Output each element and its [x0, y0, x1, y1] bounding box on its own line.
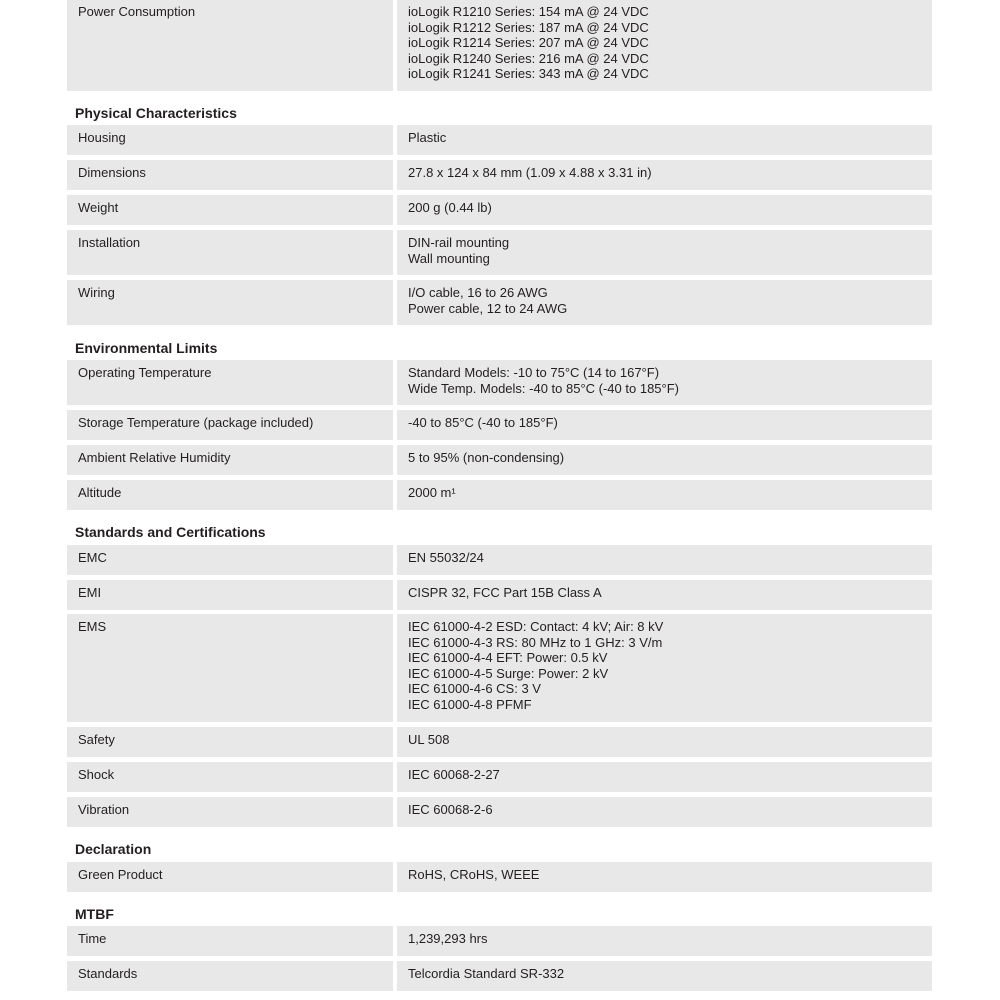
spec-label: Green Product	[78, 867, 163, 882]
spec-value-line: 200 g (0.44 lb)	[408, 200, 492, 215]
spec-label-cell	[67, 195, 393, 225]
spec-value-line: 1,239,293 hrs	[408, 931, 488, 946]
spec-row-ambient-relative-humidity	[67, 445, 932, 475]
spec-row-vibration	[67, 797, 932, 827]
spec-value-line: IEC 61000-4-8 PFMF	[408, 697, 532, 712]
spec-label: Altitude	[78, 485, 122, 500]
spec-row-altitude	[67, 480, 932, 510]
spec-label: Safety	[78, 732, 115, 747]
spec-label-cell	[67, 410, 393, 440]
spec-value-cell	[397, 195, 932, 225]
spec-value-cell	[397, 410, 932, 440]
spec-value-line: RoHS, CRoHS, WEEE	[408, 867, 540, 882]
spec-label-cell	[67, 125, 393, 155]
spec-label: EMC	[78, 550, 107, 565]
spec-value-line: ioLogik R1214 Series: 207 mA @ 24 VDC	[408, 35, 649, 51]
spec-value-line: IEC 61000-4-2 ESD: Contact: 4 kV; Air: 8 kV	[408, 619, 664, 634]
spec-label: Housing	[78, 130, 126, 145]
spec-label-cell	[67, 0, 393, 91]
spec-value-cell	[397, 445, 932, 475]
spec-value-line: 2000 m¹	[408, 485, 456, 500]
spec-row-storage-temperature-package-included	[67, 410, 932, 440]
spec-label: Dimensions	[78, 165, 146, 180]
spec-label: Weight	[78, 200, 119, 215]
spec-value-line: ioLogik R1241 Series: 343 mA @ 24 VDC	[408, 66, 649, 82]
spec-row-shock	[67, 762, 932, 792]
spec-row-weight	[67, 195, 932, 225]
spec-value-line: Wall mounting	[408, 250, 490, 266]
spec-label: Installation	[78, 235, 141, 250]
spec-value-cell	[397, 125, 932, 155]
spec-label-cell	[67, 545, 393, 575]
spec-row-installation	[67, 230, 932, 275]
spec-value-cell	[397, 280, 932, 325]
spec-label: Operating Temperature	[78, 365, 212, 380]
spec-value-cell	[397, 545, 932, 575]
spec-row-emc	[67, 545, 932, 575]
spec-value-line: Wide Temp. Models: -40 to 85°C (-40 to 185°F)	[408, 380, 679, 396]
spec-value-line: IEC 61000-4-6 CS: 3 V	[408, 681, 541, 697]
spec-label-cell	[67, 280, 393, 325]
spec-value-cell	[397, 360, 932, 405]
spec-value-cell	[397, 926, 932, 956]
spec-value-line: ioLogik R1210 Series: 154 mA @ 24 VDC	[408, 4, 649, 19]
spec-value-cell	[397, 762, 932, 792]
spec-label-cell	[67, 480, 393, 510]
spec-label: EMS	[78, 619, 107, 634]
spec-row-wiring	[67, 280, 932, 325]
spec-label-cell	[67, 360, 393, 405]
spec-label-cell	[67, 614, 393, 722]
section-heading-standards-and-certifications: Standards and Certifications	[75, 524, 266, 540]
spec-row-power-consumption	[67, 0, 932, 91]
spec-value-line: IEC 60068-2-27	[408, 767, 500, 782]
spec-row-standards	[67, 961, 932, 991]
spec-value-cell	[397, 797, 932, 827]
spec-label-cell	[67, 797, 393, 827]
spec-value-cell	[397, 480, 932, 510]
spec-row-emi	[67, 580, 932, 610]
spec-label-cell	[67, 762, 393, 792]
spec-value-cell	[397, 580, 932, 610]
spec-row-operating-temperature	[67, 360, 932, 405]
spec-row-safety	[67, 727, 932, 757]
spec-label-cell	[67, 727, 393, 757]
spec-label: Ambient Relative Humidity	[78, 450, 231, 465]
spec-value-line: Standard Models: -10 to 75°C (14 to 167°F)	[408, 365, 660, 380]
spec-label-cell	[67, 862, 393, 892]
spec-value-line: UL 508	[408, 732, 450, 747]
spec-value-line: Plastic	[408, 130, 447, 145]
spec-label-cell	[67, 580, 393, 610]
spec-label: Vibration	[78, 802, 130, 817]
section-heading-environmental-limits: Environmental Limits	[75, 340, 218, 356]
spec-value-line: IEC 61000-4-3 RS: 80 MHz to 1 GHz: 3 V/m	[408, 634, 663, 650]
spec-row-time	[67, 926, 932, 956]
spec-value-line: Power cable, 12 to 24 AWG	[408, 300, 568, 316]
spec-value-line: 27.8 x 124 x 84 mm (1.09 x 4.88 x 3.31 in)	[408, 165, 652, 180]
spec-label: Shock	[78, 767, 115, 782]
spec-value-line: IEC 61000-4-5 Surge: Power: 2 kV	[408, 665, 609, 681]
spec-value-cell	[397, 230, 932, 275]
spec-row-green-product	[67, 862, 932, 892]
section-heading-mtbf: MTBF	[75, 906, 114, 922]
spec-label-cell	[67, 230, 393, 275]
spec-value-cell	[397, 961, 932, 991]
section-heading-physical-characteristics: Physical Characteristics	[75, 105, 237, 121]
spec-label: EMI	[78, 585, 102, 600]
spec-value-line: IEC 61000-4-4 EFT: Power: 0.5 kV	[408, 650, 608, 666]
spec-row-housing	[67, 125, 932, 155]
spec-label: Storage Temperature (package included)	[78, 415, 314, 430]
spec-value-cell	[397, 727, 932, 757]
spec-value-line: EN 55032/24	[408, 550, 484, 565]
spec-label: Standards	[78, 966, 138, 981]
spec-value-line: ioLogik R1212 Series: 187 mA @ 24 VDC	[408, 19, 649, 35]
spec-label: Power Consumption	[78, 4, 196, 19]
spec-label-cell	[67, 445, 393, 475]
spec-value-cell	[397, 862, 932, 892]
spec-value-line: IEC 60068-2-6	[408, 802, 493, 817]
spec-value-line: -40 to 85°C (-40 to 185°F)	[408, 415, 558, 430]
section-heading-declaration: Declaration	[75, 841, 152, 857]
spec-value-cell	[397, 614, 932, 722]
spec-label-cell	[67, 160, 393, 190]
spec-row-ems	[67, 614, 932, 722]
spec-value-line: I/O cable, 16 to 26 AWG	[408, 285, 548, 300]
spec-value-line: DIN-rail mounting	[408, 235, 510, 250]
spec-label-cell	[67, 926, 393, 956]
spec-label: Time	[78, 931, 107, 946]
spec-row-dimensions	[67, 160, 932, 190]
spec-value-line: ioLogik R1240 Series: 216 mA @ 24 VDC	[408, 50, 649, 66]
spec-value-line: CISPR 32, FCC Part 15B Class A	[408, 585, 602, 600]
spec-label: Wiring	[78, 285, 115, 300]
spec-value-line: Telcordia Standard SR-332	[408, 966, 565, 981]
spec-label-cell	[67, 961, 393, 991]
spec-value-cell	[397, 0, 932, 91]
spec-value-line: 5 to 95% (non-condensing)	[408, 450, 565, 465]
spec-value-cell	[397, 160, 932, 190]
